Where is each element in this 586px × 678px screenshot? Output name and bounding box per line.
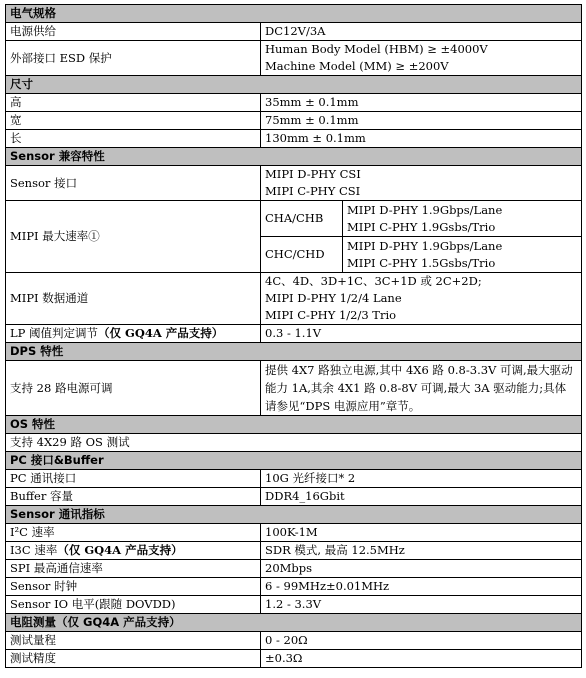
table-row xyxy=(6,130,582,148)
i3c-label xyxy=(6,542,261,560)
esd-value xyxy=(261,41,582,76)
sensor-clock-label: Sensor 时钟 xyxy=(6,578,261,596)
width-label: 宽 xyxy=(6,112,261,130)
table-row xyxy=(6,488,582,506)
table-row xyxy=(6,632,582,650)
spec-document xyxy=(5,4,581,668)
table-row xyxy=(6,325,582,343)
esd-hbm: Human Body Model (HBM) ≥ ±4000V xyxy=(265,42,488,56)
spec-table xyxy=(5,4,582,668)
sensor-interface-value xyxy=(261,166,582,201)
cha-dphy: MIPI D-PHY 1.9Gbps/Lane xyxy=(347,202,503,217)
table-row xyxy=(6,560,582,578)
i3c-label-note: （仅 GQ4A 产品支持） xyxy=(57,543,183,557)
section-header-pc-buffer: PC 接口&Buffer xyxy=(6,452,582,470)
table-row xyxy=(6,470,582,488)
buffer-label: Buffer 容量 xyxy=(6,488,261,506)
lp-label-text: LP 阈值判定调节 xyxy=(10,326,99,340)
section-header-electrical: 电气规格 xyxy=(6,5,582,23)
pc-interface-value: 10G 光纤接口* 2 xyxy=(261,470,582,488)
i2c-label: I²C 速率 xyxy=(6,524,261,542)
table-row xyxy=(6,542,582,560)
table-row xyxy=(6,23,582,41)
length-value: 130mm ± 0.1mm xyxy=(261,130,582,148)
mipi-lanes-label: MIPI 数据通道 xyxy=(6,273,261,325)
dps-label: 支持 28 路电源可调 xyxy=(6,361,261,416)
test-precision-value: ±0.3Ω xyxy=(261,650,582,668)
i3c-value: SDR 模式, 最高 12.5MHz xyxy=(261,542,582,560)
table-row xyxy=(6,361,582,416)
mipi-lanes-value xyxy=(261,273,582,325)
table-row xyxy=(6,578,582,596)
table-row xyxy=(6,596,582,614)
section-header-os: OS 特性 xyxy=(6,416,582,434)
chc-chd-label: CHC/CHD xyxy=(261,237,343,273)
os-test-text: 支持 4X29 路 OS 测试 xyxy=(6,434,582,452)
i3c-label-text: I3C 速率 xyxy=(10,543,58,557)
width-value: 75mm ± 0.1mm xyxy=(261,112,582,130)
lp-threshold-value: 0.3 - 1.1V xyxy=(261,325,582,343)
section-header-resistance: 电阻测量（仅 GQ4A 产品支持） xyxy=(6,614,582,632)
table-row xyxy=(6,524,582,542)
table-row xyxy=(6,434,582,452)
lp-label-note: （仅 GQ4A 产品支持） xyxy=(98,326,224,340)
esd-label: 外部接口 ESD 保护 xyxy=(6,41,261,76)
table-row xyxy=(6,112,582,130)
section-header-dps: DPS 特性 xyxy=(6,343,582,361)
cha-cphy: MIPI C-PHY 1.9Gsbs/Trio xyxy=(347,219,496,234)
table-row xyxy=(6,94,582,112)
interface-dphy: MIPI D-PHY CSI xyxy=(265,167,361,181)
lanes-line-2: MIPI D-PHY 1/2/4 Lane xyxy=(265,291,402,305)
length-label: 长 xyxy=(6,130,261,148)
chc-dphy: MIPI D-PHY 1.9Gbps/Lane xyxy=(347,238,503,253)
power-value: DC12V/3A xyxy=(261,23,582,41)
table-row xyxy=(6,166,582,201)
height-label: 高 xyxy=(6,94,261,112)
spi-value: 20Mbps xyxy=(261,560,582,578)
interface-cphy: MIPI C-PHY CSI xyxy=(265,184,361,198)
buffer-value: DDR4_16Gbit xyxy=(261,488,582,506)
sensor-interface-label: Sensor 接口 xyxy=(6,166,261,201)
lanes-line-3: MIPI C-PHY 1/2/3 Trio xyxy=(265,308,397,322)
test-precision-label: 测试精度 xyxy=(6,650,261,668)
chc-cphy: MIPI C-PHY 1.5Gsbs/Trio xyxy=(347,255,496,270)
cha-chb-label: CHA/CHB xyxy=(261,201,343,237)
height-value: 35mm ± 0.1mm xyxy=(261,94,582,112)
table-row xyxy=(6,41,582,76)
esd-mm: Machine Model (MM) ≥ ±200V xyxy=(265,59,449,73)
section-header-size: 尺寸 xyxy=(6,76,582,94)
sensor-io-value: 1.2 - 3.3V xyxy=(261,596,582,614)
section-header-sensor-comm: Sensor 通讯指标 xyxy=(6,506,582,524)
chc-chd-value xyxy=(343,237,582,273)
sensor-io-label: Sensor IO 电平(跟随 DOVDD) xyxy=(6,596,261,614)
mipi-rate-label: MIPI 最大速率① xyxy=(6,201,261,273)
dps-value: 提供 4X7 路独立电源,其中 4X6 路 0.8-3.3V 可调,最大驱动能力 1A,其余 4X1 路 0.8-8V 可调,最大 3A 驱动能力;具体请参见“DPS 电源应用”章节。 xyxy=(261,361,582,416)
pc-interface-label: PC 通讯接口 xyxy=(6,470,261,488)
cha-chb-value xyxy=(343,201,582,237)
test-range-value: 0 - 20Ω xyxy=(261,632,582,650)
table-row xyxy=(6,273,582,325)
spi-label: SPI 最高通信速率 xyxy=(6,560,261,578)
lp-threshold-label xyxy=(6,325,261,343)
power-label: 电源供给 xyxy=(6,23,261,41)
test-range-label: 测试量程 xyxy=(6,632,261,650)
table-row xyxy=(6,650,582,668)
table-row xyxy=(6,201,582,237)
sensor-clock-value: 6 - 99MHz±0.01MHz xyxy=(261,578,582,596)
section-header-sensor-compat: Sensor 兼容特性 xyxy=(6,148,582,166)
i2c-value: 100K-1M xyxy=(261,524,582,542)
lanes-line-1: 4C、4D、3D+1C、3C+1D 或 2C+2D; xyxy=(265,274,482,288)
